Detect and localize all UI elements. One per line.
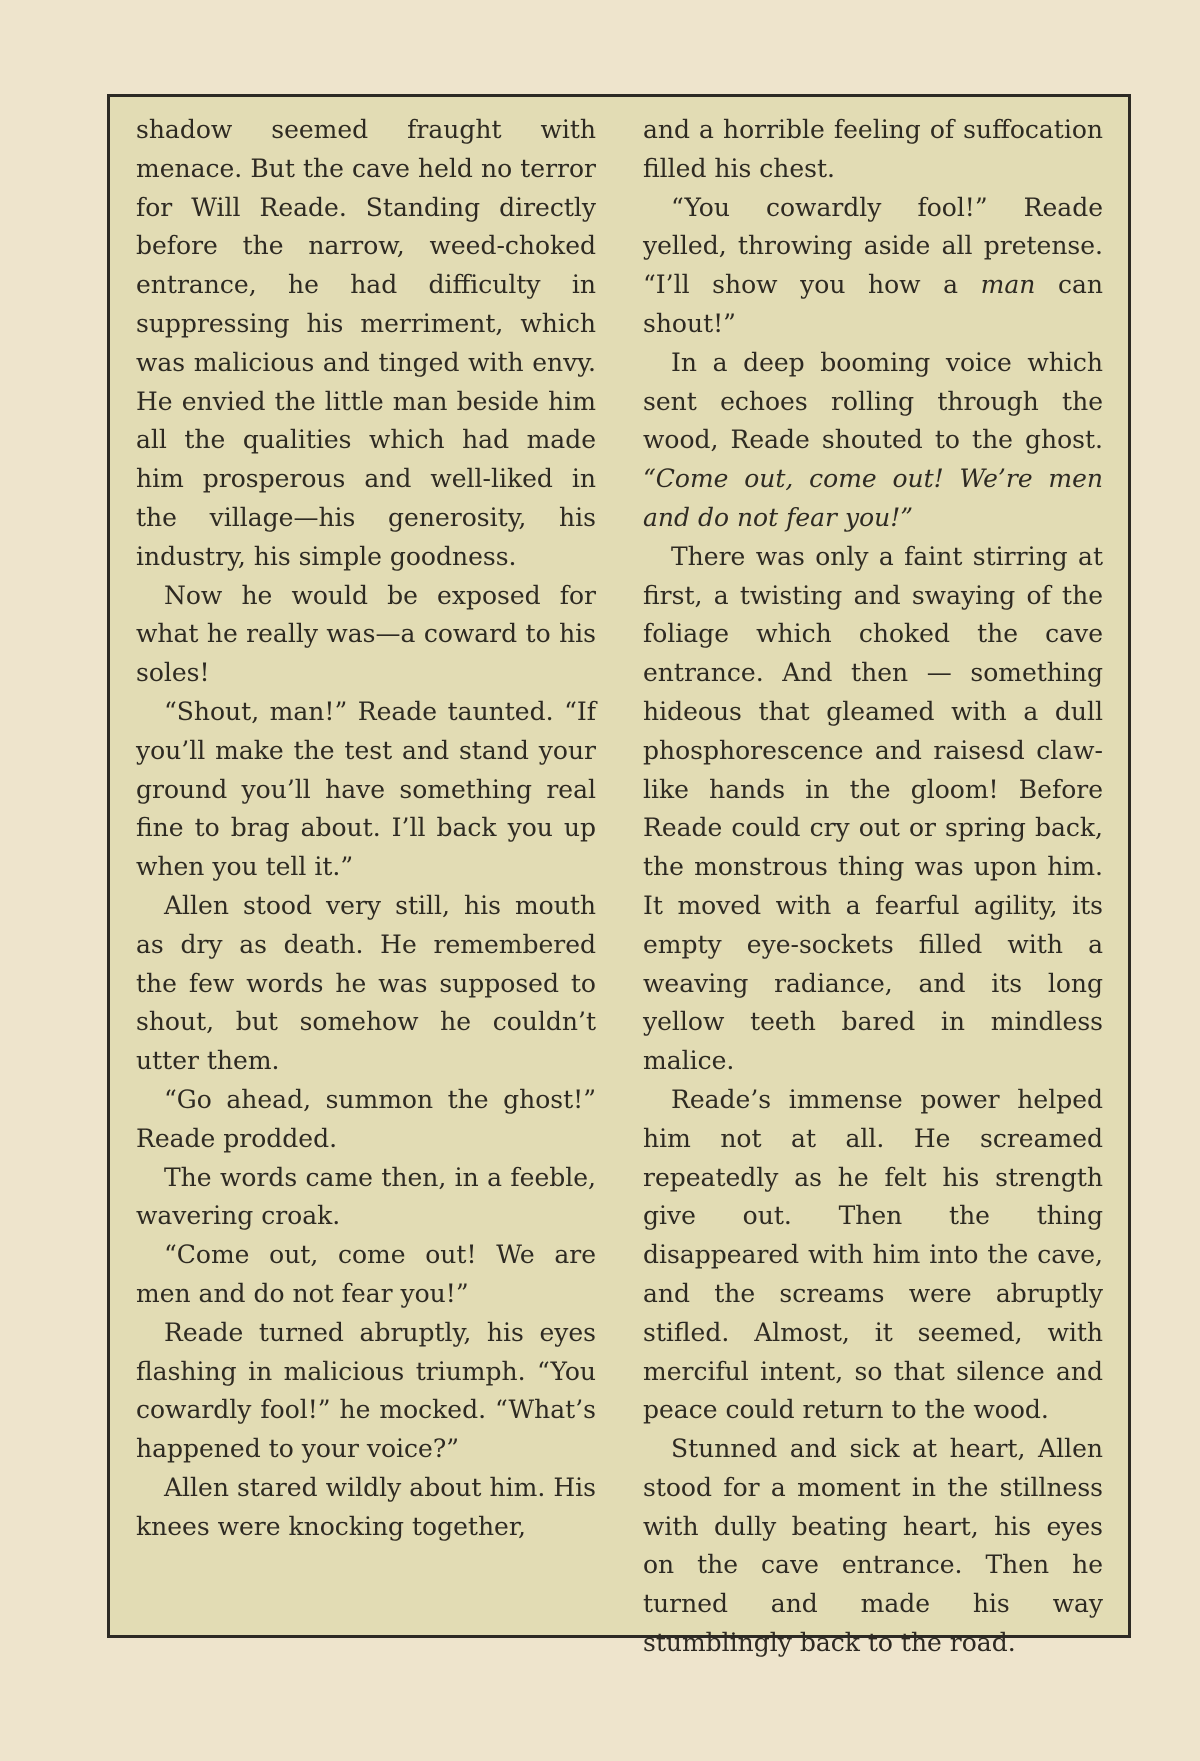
paragraph: Now he would be exposed for what he really was—a coward to his soles!: [136, 580, 596, 688]
paragraph: [643, 344, 1103, 538]
paragraph: and a horrible feeling of suffocation filled his chest.: [643, 115, 1103, 183]
text-frame: [107, 94, 1131, 1658]
emphasis-text: “Come out, come out! We’re men and do not fear you!”: [643, 464, 1103, 532]
paragraph: shadow seemed fraught with menace. But the cave held no terror for Will Reade. Standing directly before the narrow, weed-choked entrance, he had difficulty in suppressing his merriment, which was malicious and tinged with envy. He envied the little man beside him all the qualities which had made him prosperous and well-liked in the village—his generosity, his industry, his simple goodness.: [136, 115, 596, 571]
paragraph: There was only a faint stirring at first, a twisting and swaying of the foliage which choked the cave entrance. And then — something hideous that gleamed with a dull phosphorescence and raisesd claw-like hands in the gloom! Before Reade could cry out or spring back, the monstrous thing was upon him. It moved with a fearful agility, its empty eye-sockets filled with a weaving radiance, and its long yellow teeth bared in mindless malice.: [643, 541, 1103, 1076]
paragraph: “Shout, man!” Reade taunted. “If you’ll make the test and stand your ground you’ll have something real fine to brag about. I’ll back you up when you tell it.”: [136, 696, 596, 882]
paragraph-text: “You cowardly fool!” Reade yelled, throwing aside all pretense. “I’ll show you how a: [643, 192, 1103, 300]
paragraph: “Come out, come out! We are men and do not fear you!”: [136, 1240, 596, 1308]
paragraph: Allen stood very still, his mouth as dry as death. He remembered the few words he was supposed to shout, but somehow he couldn’t utter them.: [136, 890, 596, 1076]
paragraph-text: can shout!”: [643, 270, 1103, 338]
right-column: [643, 111, 1103, 1663]
paragraph: Reade’s immense power helped him not at all. He screamed repeatedly as he felt his strength give out. Then the thing disappeared with him into the cave, and the screams were abruptly stifled. Almost, it seemed, with merciful intent, so that silence and peace could return to the wood.: [643, 1084, 1103, 1425]
left-column: [136, 111, 596, 1546]
paragraph: Stunned and sick at heart, Allen stood for a moment in the stillness with dully beating heart, his eyes on the cave entrance. Then he turned and made his way stumblingly back to the road.: [643, 1434, 1103, 1658]
paragraph: The words came then, in a feeble, wavering croak.: [136, 1162, 596, 1231]
paragraph: Reade turned abruptly, his eyes flashing in malicious triumph. “You cowardly fool!” he mocked. “What’s happened to your voice?”: [136, 1317, 596, 1464]
paragraph: Allen stared wildly about him. His knees were knocking together,: [136, 1472, 596, 1541]
emphasis-text: man: [980, 270, 1036, 300]
paragraph: [643, 189, 1103, 344]
paragraph-text: In a deep booming voice which sent echoes rolling through the wood, Reade shouted to the ghost.: [643, 347, 1103, 455]
paragraph: “Go ahead, summon the ghost!” Reade prodded.: [136, 1084, 596, 1153]
